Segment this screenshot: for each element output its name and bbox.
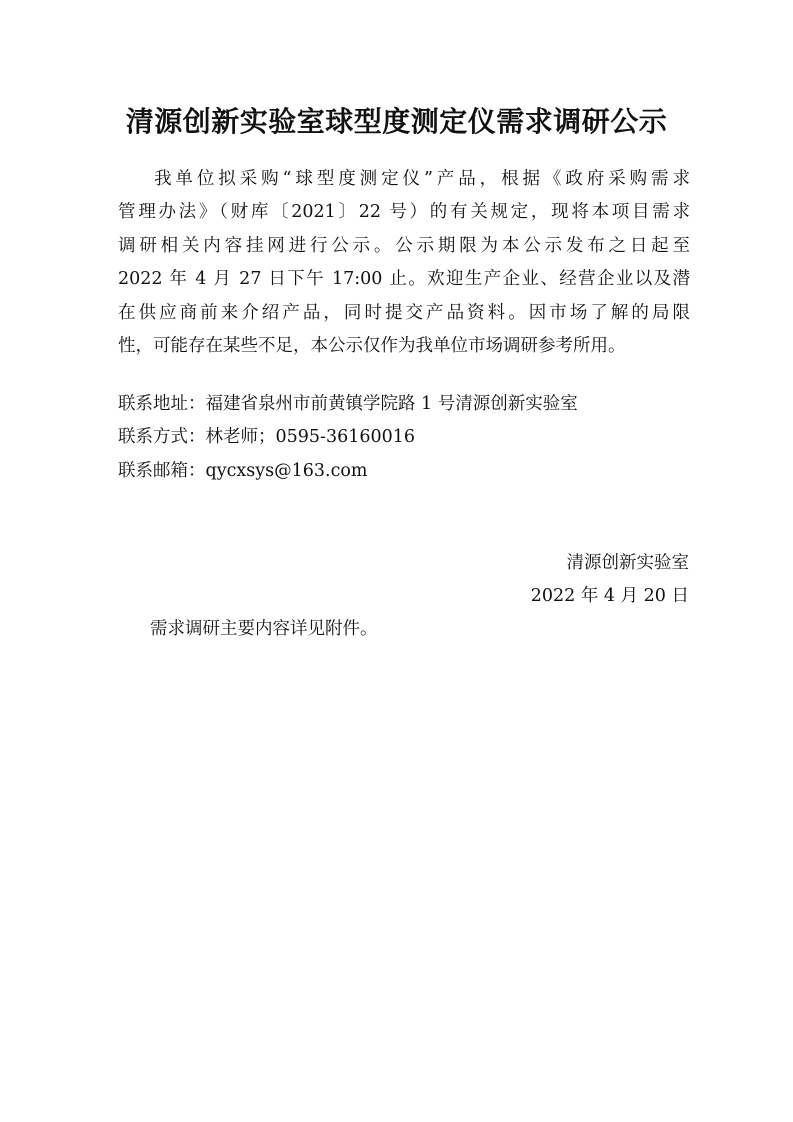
signature-org: 清源创新实验室 [566,553,689,573]
signature-block [531,547,689,614]
paragraph-line: 性，可能存在某些不足，本公示仅作为我单位市场调研参考所用。 [118,335,626,356]
paragraph-line: 2022 年 4 月 27 日下午 17:00 止。欢迎生产企业、经营企业以及潜 [118,269,690,290]
document-title: 清源创新实验室球型度测定仪需求调研公示 [125,105,668,138]
paragraph-line: 我单位拟采购“球型度测定仪”产品，根据《政府采购需求 [154,169,690,189]
announcement-paragraph [118,163,690,363]
contact-email: 联系邮箱：qycxsys@163.com [118,460,368,481]
attachment-note: 需求调研主要内容详见附件。 [150,619,378,639]
contact-phone: 联系方式：林老师；0595-36160016 [118,427,416,448]
paragraph-line: 调研相关内容挂网进行公示。公示期限为本公示发布之日起至 [118,235,690,256]
paragraph-line: 管理办法》（财库〔2021〕22 号）的有关规定，现将本项目需求 [118,202,690,223]
signature-date: 2022 年 4 月 20 日 [530,586,689,607]
contact-address: 联系地址：福建省泉州市前黄镇学院路 1 号清源创新实验室 [118,394,578,414]
paragraph-line: 在供应商前来介绍产品，同时提交产品资料。因市场了解的局限 [118,302,690,323]
contact-info [118,388,690,488]
